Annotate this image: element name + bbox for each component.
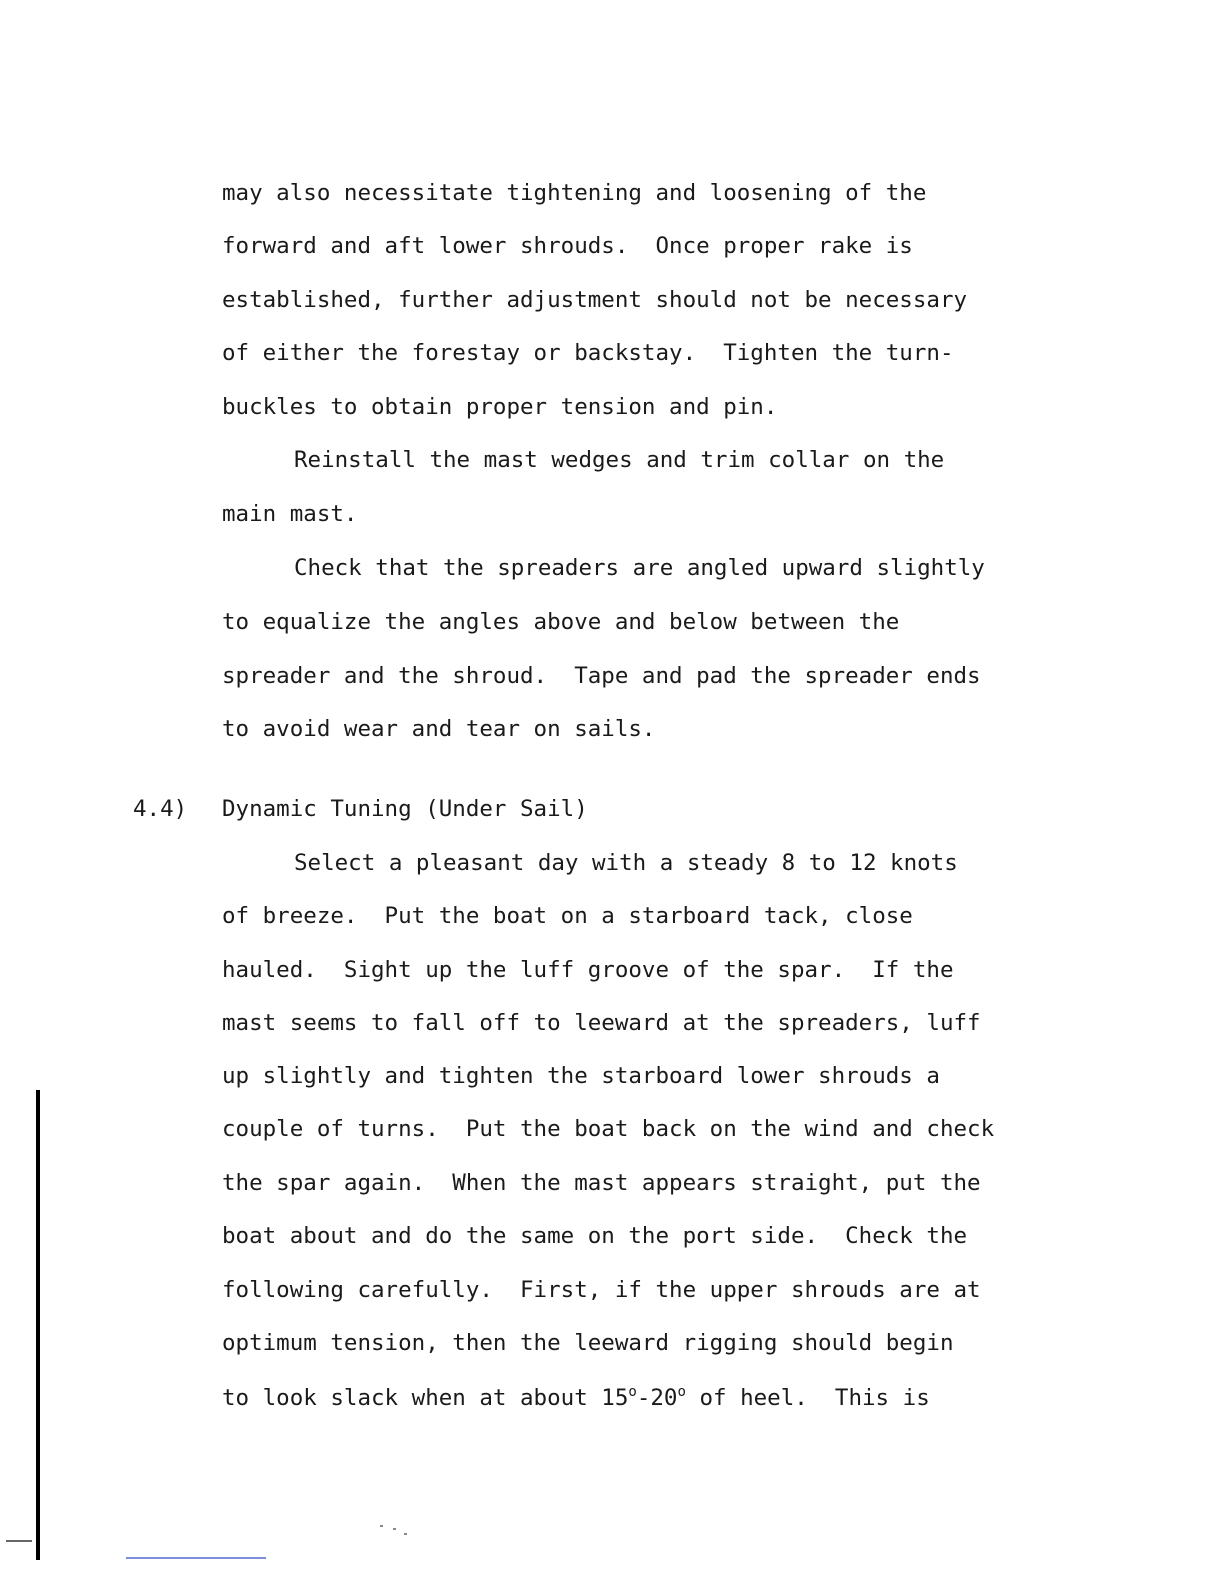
scan-mark	[6, 1540, 32, 1542]
body-text-line: hauled. Sight up the luff groove of the spar. If the	[222, 957, 954, 983]
body-text-line: Reinstall the mast wedges and trim collar on the	[294, 447, 945, 473]
body-text-line: buckles to obtain proper tension and pin.	[222, 394, 778, 420]
scan-speck	[380, 1525, 383, 1527]
body-text-line: mast seems to fall off to leeward at the spreaders, luff	[222, 1010, 981, 1036]
body-text-line: up slightly and tighten the starboard lower shrouds a	[222, 1063, 940, 1089]
section-title: Dynamic Tuning (Under Sail)	[222, 796, 588, 822]
body-text-line: spreader and the shroud. Tape and pad the spreader ends	[222, 663, 981, 689]
body-text-line: to avoid wear and tear on sails.	[222, 716, 656, 742]
text-fragment: -20	[636, 1385, 678, 1411]
body-text-line: following carefully. First, if the upper shrouds are at	[222, 1277, 981, 1303]
body-text-line: to equalize the angles above and below between the	[222, 609, 900, 635]
section-number: 4.4)	[133, 796, 188, 822]
degree-superscript: o	[628, 1384, 637, 1400]
degree-superscript: o	[677, 1384, 686, 1400]
body-text-line: Select a pleasant day with a steady 8 to 12 knots	[294, 850, 958, 876]
text-fragment: to look slack when at about 15	[222, 1385, 629, 1411]
body-text-line: boat about and do the same on the port side. Check the	[222, 1223, 968, 1249]
body-text-line: established, further adjustment should not be necessary	[222, 287, 968, 313]
scan-speck	[393, 1528, 396, 1530]
body-text-line: couple of turns. Put the boat back on the wind and check	[222, 1116, 995, 1142]
body-text-line: main mast.	[222, 501, 358, 527]
body-text-line: may also necessitate tightening and loosening of the	[222, 180, 927, 206]
body-text-line: of either the forestay or backstay. Tighten the turn-	[222, 340, 954, 366]
scan-underline-mark	[126, 1557, 266, 1559]
scan-margin-bar	[36, 1090, 40, 1560]
scan-speck	[404, 1533, 407, 1535]
text-fragment: of heel. This is	[685, 1385, 930, 1411]
body-text-line: Check that the spreaders are angled upward slightly	[294, 555, 985, 581]
body-text-line: optimum tension, then the leeward rigging should begin	[222, 1330, 954, 1356]
body-text-line: of breeze. Put the boat on a starboard tack, close	[222, 903, 913, 929]
body-text-line: forward and aft lower shrouds. Once proper rake is	[222, 233, 913, 259]
body-text-line: the spar again. When the mast appears straight, put the	[222, 1170, 981, 1196]
body-text-line	[222, 1383, 930, 1413]
